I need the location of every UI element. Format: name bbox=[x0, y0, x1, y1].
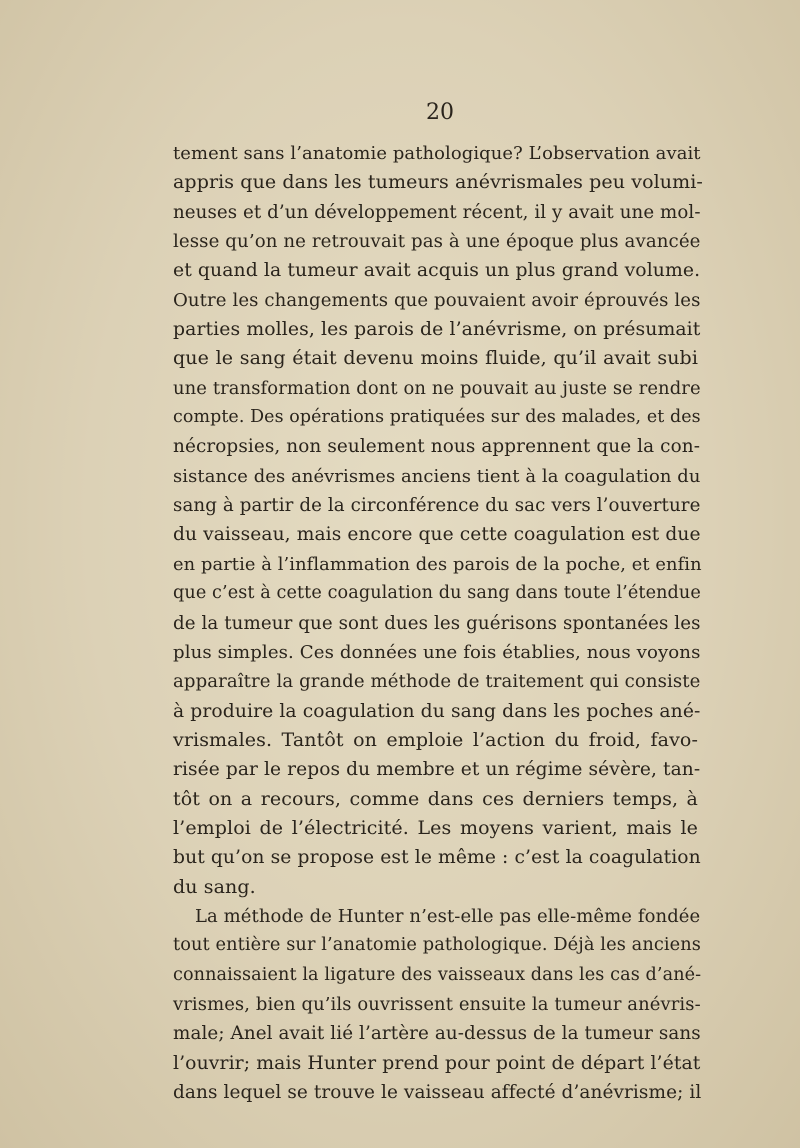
text-line: compte. Des opérations pratiquées sur des malades, et des bbox=[173, 407, 701, 428]
text-line: l’ouvrir; mais Hunter prend pour point de départ l’état bbox=[173, 1052, 701, 1074]
text-line: apparaître la grande méthode de traitement qui consiste bbox=[173, 671, 701, 693]
text-line: La méthode de Hunter n’est-elle pas elle-même fondée bbox=[195, 905, 701, 927]
text-line: parties molles, les parois de l’anévrisme, on présumait bbox=[173, 319, 701, 341]
text-line: sang à partir de la circonférence du sac vers l’ouverture bbox=[173, 495, 701, 517]
text-line: lesse qu’on ne retrouvait pas à une époque plus avancée bbox=[173, 231, 701, 253]
text-line: de la tumeur que sont dues les guérisons spontanées les bbox=[173, 612, 701, 634]
text-line: plus simples. Ces données une fois établies, nous voyons bbox=[173, 641, 701, 663]
text-line: nécropsies, non seulement nous apprennent que la con- bbox=[173, 436, 701, 458]
text-line: risée par le repos du membre et un régime sévère, tan- bbox=[173, 759, 701, 781]
text-line: tout entière sur l’anatomie pathologique. Déjà les anciens bbox=[173, 935, 702, 956]
text-line: vrismes, bien qu’ils ouvrissent ensuite la tumeur anévris- bbox=[173, 993, 701, 1015]
text-line: connaissaient la ligature des vaisseaux dans les cas d’ané- bbox=[173, 964, 702, 985]
text-line: que le sang était devenu moins fluide, qu’il avait subi bbox=[173, 347, 698, 370]
text-line: male; Anel avait lié l’artère au-dessus de la tumeur sans bbox=[173, 1023, 701, 1045]
text-line: du vaisseau, mais encore que cette coagulation est due bbox=[173, 524, 701, 546]
body-text bbox=[173, 139, 703, 1107]
page-number: 20 bbox=[426, 100, 454, 125]
text-line: et quand la tumeur avait acquis un plus grand volume. bbox=[173, 260, 701, 282]
text-line: tement sans l’anatomie pathologique? L’observation avait bbox=[173, 143, 701, 164]
text-line: tôt on a recours, comme dans ces derniers temps, à bbox=[173, 787, 698, 810]
text-line: une transformation dont on ne pouvait au juste se rendre bbox=[173, 377, 701, 399]
text-line: appris que dans les tumeurs anévrismales peu volumi- bbox=[173, 171, 703, 194]
text-line: sistance des anévrismes anciens tient à la coagulation du bbox=[173, 465, 701, 487]
text-line: à produire la coagulation du sang dans les poches ané- bbox=[173, 700, 701, 722]
text-line: neuses et d’un développement récent, il y avait une mol- bbox=[173, 201, 701, 223]
text-line: dans lequel se trouve le vaisseau affecté d’anévrisme; il bbox=[173, 1082, 702, 1103]
text-line: en partie à l’inflammation des parois de la poche, et enfin bbox=[173, 553, 702, 575]
text-line: vrismales. Tantôt on emploie l’action du froid, favo- bbox=[173, 728, 698, 751]
text-line: l’emploi de l’électricité. Les moyens varient, mais le bbox=[173, 816, 698, 839]
text-line: but qu’on se propose est le même : c’est la coagulation bbox=[173, 847, 701, 869]
text-line: que c’est à cette coagulation du sang dans toute l’étendue bbox=[173, 583, 701, 604]
text-line: du sang. bbox=[173, 875, 256, 898]
text-line: Outre les changements que pouvaient avoir éprouvés les bbox=[173, 289, 701, 311]
